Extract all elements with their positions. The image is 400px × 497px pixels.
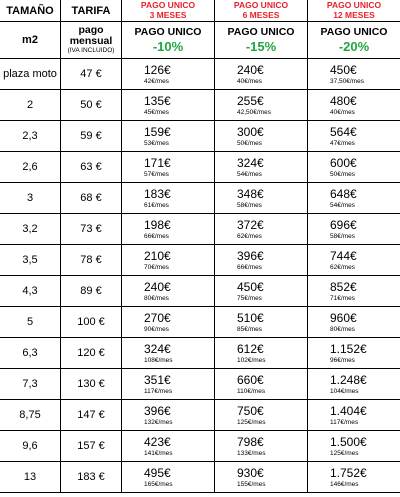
price-12-months-cell	[308, 462, 400, 493]
total-price: 600€	[330, 155, 357, 170]
discount-percent: -10%	[152, 38, 184, 54]
price-12-months-cell	[308, 400, 400, 431]
monthly-equivalent: 54€/mes	[330, 201, 355, 209]
total-price: 612€	[237, 341, 264, 356]
price-3-months-cell	[122, 369, 215, 400]
price-3-months-cell	[122, 431, 215, 462]
table-row	[0, 338, 400, 369]
total-price: 324€	[144, 341, 171, 356]
monthly-equivalent: 66€/mes	[144, 232, 169, 240]
total-price: 1.404€	[330, 403, 367, 418]
total-price: 198€	[144, 217, 171, 232]
price-12-months-cell	[308, 431, 400, 462]
size-cell: 9,6	[0, 431, 61, 462]
total-price: 240€	[237, 62, 264, 77]
total-price: 798€	[237, 434, 264, 449]
plan-12-line1: PAGO UNICO	[326, 0, 382, 10]
total-price: 423€	[144, 434, 171, 449]
price-12-months-cell	[308, 183, 400, 214]
price-12-months-cell	[308, 369, 400, 400]
size-cell: 3,5	[0, 245, 61, 276]
total-price: 648€	[330, 186, 357, 201]
monthly-equivalent: 90€/mes	[144, 325, 169, 333]
table-row	[0, 245, 400, 276]
table-row	[0, 307, 400, 338]
rate-cell: 59 €	[61, 121, 122, 152]
vat-note: (IVA INCLUIDO)	[67, 47, 115, 54]
monthly-equivalent: 62€/mes	[237, 232, 262, 240]
monthly-equivalent: 50€/mes	[237, 139, 262, 147]
size-cell: 6,3	[0, 338, 61, 369]
total-price: 135€	[144, 93, 171, 108]
price-6-months-cell	[215, 400, 308, 431]
total-price: 126€	[144, 62, 171, 77]
rate-cell: 68 €	[61, 183, 122, 214]
size-cell: plaza moto	[0, 59, 61, 90]
total-price: 240€	[144, 279, 171, 294]
total-price: 450€	[237, 279, 264, 294]
monthly-equivalent: 42€/mes	[144, 77, 169, 85]
plan-6-line1: PAGO UNICO	[233, 0, 289, 10]
monthly-equivalent: 40€/mes	[330, 108, 355, 116]
total-price: 852€	[330, 279, 357, 294]
rate-cell: 147 €	[61, 400, 122, 431]
total-price: 255€	[237, 93, 264, 108]
pago-unico-label: PAGO UNICO	[227, 25, 295, 38]
total-price: 960€	[330, 310, 357, 325]
price-6-months-cell	[215, 245, 308, 276]
price-3-months-cell	[122, 214, 215, 245]
monthly-equivalent: 80€/mes	[144, 294, 169, 302]
plan-3-months-header	[122, 0, 215, 22]
size-cell: 2	[0, 90, 61, 121]
price-12-months-cell	[308, 90, 400, 121]
price-6-months-cell	[215, 183, 308, 214]
monthly-equivalent: 104€/mes	[330, 387, 359, 395]
price-3-months-cell	[122, 462, 215, 493]
total-price: 1.152€	[330, 341, 367, 356]
monthly-equivalent: 132€/mes	[144, 418, 173, 426]
monthly-equivalent: 70€/mes	[144, 263, 169, 271]
monthly-equivalent: 66€/mes	[237, 263, 262, 271]
monthly-equivalent: 54€/mes	[237, 170, 262, 178]
table-row	[0, 152, 400, 183]
discount-percent: -20%	[338, 38, 370, 54]
table-row	[0, 121, 400, 152]
price-6-months-cell	[215, 59, 308, 90]
total-price: 930€	[237, 465, 264, 480]
total-price: 270€	[144, 310, 171, 325]
price-6-months-cell	[215, 276, 308, 307]
size-cell: 5	[0, 307, 61, 338]
rate-cell: 183 €	[61, 462, 122, 493]
total-price: 696€	[330, 217, 357, 232]
monthly-equivalent: 53€/mes	[144, 139, 169, 147]
monthly-equivalent: 62€/mes	[330, 263, 355, 271]
price-12-months-cell	[308, 121, 400, 152]
price-6-months-cell	[215, 152, 308, 183]
monthly-equivalent: 37,50€/mes	[330, 77, 364, 85]
monthly-equivalent: 155€/mes	[237, 480, 266, 488]
pago-line2: mensual	[69, 35, 113, 47]
discount-percent: -15%	[245, 38, 277, 54]
monthly-equivalent: 85€/mes	[237, 325, 262, 333]
rate-cell: 73 €	[61, 214, 122, 245]
price-12-months-cell	[308, 152, 400, 183]
monthly-equivalent: 141€/mes	[144, 449, 173, 457]
total-price: 750€	[237, 403, 264, 418]
price-12-months-cell	[308, 276, 400, 307]
pago-unico-label: PAGO UNICO	[134, 25, 202, 38]
table-row	[0, 369, 400, 400]
monthly-equivalent: 108€/mes	[144, 356, 173, 364]
monthly-equivalent: 133€/mes	[237, 449, 266, 457]
header-row	[0, 0, 400, 22]
price-3-months-cell	[122, 245, 215, 276]
monthly-equivalent: 96€/mes	[330, 356, 355, 364]
size-cell: 7,3	[0, 369, 61, 400]
table-row	[0, 462, 400, 493]
size-cell: 8,75	[0, 400, 61, 431]
pago-line1: pago	[78, 24, 104, 36]
total-price: 183€	[144, 186, 171, 201]
monthly-equivalent: 58€/mes	[330, 232, 355, 240]
pago-unico-label: PAGO UNICO	[320, 25, 388, 38]
total-price: 324€	[237, 155, 264, 170]
table-body	[0, 59, 400, 493]
total-price: 351€	[144, 372, 171, 387]
rate-cell: 120 €	[61, 338, 122, 369]
table-row	[0, 90, 400, 121]
price-3-months-cell	[122, 307, 215, 338]
price-12-months-cell	[308, 307, 400, 338]
table-row	[0, 431, 400, 462]
rate-cell: 47 €	[61, 59, 122, 90]
price-3-months-cell	[122, 400, 215, 431]
monthly-equivalent: 110€/mes	[237, 387, 266, 395]
size-cell: 2,6	[0, 152, 61, 183]
rate-header: TARIFA	[61, 0, 122, 22]
size-cell: 13	[0, 462, 61, 493]
size-cell: 3,2	[0, 214, 61, 245]
rate-cell: 100 €	[61, 307, 122, 338]
monthly-equivalent: 117€/mes	[330, 418, 359, 426]
monthly-equivalent: 117€/mes	[144, 387, 173, 395]
total-price: 1.248€	[330, 372, 367, 387]
monthly-payment-label	[61, 22, 122, 59]
total-price: 480€	[330, 93, 357, 108]
monthly-equivalent: 50€/mes	[330, 170, 355, 178]
total-price: 396€	[237, 248, 264, 263]
total-price: 171€	[144, 155, 171, 170]
monthly-equivalent: 42,50€/mes	[237, 108, 271, 116]
table-row	[0, 400, 400, 431]
price-6-months-cell	[215, 338, 308, 369]
monthly-equivalent: 125€/mes	[237, 418, 266, 426]
discount-12-months	[308, 22, 400, 59]
price-6-months-cell	[215, 462, 308, 493]
size-header: TAMAÑO	[0, 0, 61, 22]
monthly-equivalent: 61€/mes	[144, 201, 169, 209]
monthly-equivalent: 40€/mes	[237, 77, 262, 85]
price-6-months-cell	[215, 90, 308, 121]
price-12-months-cell	[308, 338, 400, 369]
price-12-months-cell	[308, 245, 400, 276]
size-cell: 3	[0, 183, 61, 214]
plan-6-line2: 6 MESES	[242, 9, 280, 20]
monthly-equivalent: 58€/mes	[237, 201, 262, 209]
total-price: 660€	[237, 372, 264, 387]
discount-6-months	[215, 22, 308, 59]
price-3-months-cell	[122, 121, 215, 152]
price-3-months-cell	[122, 90, 215, 121]
unit-label: m2	[0, 22, 61, 59]
table-row	[0, 59, 400, 90]
price-3-months-cell	[122, 152, 215, 183]
price-6-months-cell	[215, 214, 308, 245]
price-3-months-cell	[122, 276, 215, 307]
price-12-months-cell	[308, 59, 400, 90]
total-price: 495€	[144, 465, 171, 480]
size-cell: 2,3	[0, 121, 61, 152]
rate-cell: 63 €	[61, 152, 122, 183]
rate-cell: 157 €	[61, 431, 122, 462]
monthly-equivalent: 71€/mes	[330, 294, 355, 302]
monthly-equivalent: 45€/mes	[144, 108, 169, 116]
price-6-months-cell	[215, 369, 308, 400]
plan-3-line1: PAGO UNICO	[140, 0, 196, 10]
monthly-equivalent: 102€/mes	[237, 356, 266, 364]
table-row	[0, 214, 400, 245]
total-price: 210€	[144, 248, 171, 263]
subheader-row	[0, 22, 400, 59]
total-price: 300€	[237, 124, 264, 139]
plan-3-line2: 3 MESES	[149, 9, 187, 20]
total-price: 348€	[237, 186, 264, 201]
price-3-months-cell	[122, 183, 215, 214]
price-6-months-cell	[215, 431, 308, 462]
rate-cell: 89 €	[61, 276, 122, 307]
price-3-months-cell	[122, 338, 215, 369]
rate-cell: 130 €	[61, 369, 122, 400]
plan-6-months-header	[215, 0, 308, 22]
price-3-months-cell	[122, 59, 215, 90]
monthly-equivalent: 80€/mes	[330, 325, 355, 333]
total-price: 372€	[237, 217, 264, 232]
monthly-equivalent: 75€/mes	[237, 294, 262, 302]
monthly-equivalent: 125€/mes	[330, 449, 359, 457]
total-price: 1.500€	[330, 434, 367, 449]
rate-cell: 78 €	[61, 245, 122, 276]
total-price: 510€	[237, 310, 264, 325]
price-6-months-cell	[215, 121, 308, 152]
total-price: 1.752€	[330, 465, 367, 480]
table-row	[0, 183, 400, 214]
price-12-months-cell	[308, 214, 400, 245]
rate-cell: 50 €	[61, 90, 122, 121]
total-price: 564€	[330, 124, 357, 139]
table-row	[0, 276, 400, 307]
monthly-equivalent: 146€/mes	[330, 480, 359, 488]
total-price: 396€	[144, 403, 171, 418]
plan-12-months-header	[308, 0, 400, 22]
monthly-equivalent: 57€/mes	[144, 170, 169, 178]
monthly-equivalent: 165€/mes	[144, 480, 173, 488]
total-price: 744€	[330, 248, 357, 263]
plan-12-line2: 12 MESES	[333, 9, 375, 20]
monthly-equivalent: 47€/mes	[330, 139, 355, 147]
total-price: 450€	[330, 62, 357, 77]
price-6-months-cell	[215, 307, 308, 338]
size-cell: 4,3	[0, 276, 61, 307]
discount-3-months	[122, 22, 215, 59]
total-price: 159€	[144, 124, 171, 139]
